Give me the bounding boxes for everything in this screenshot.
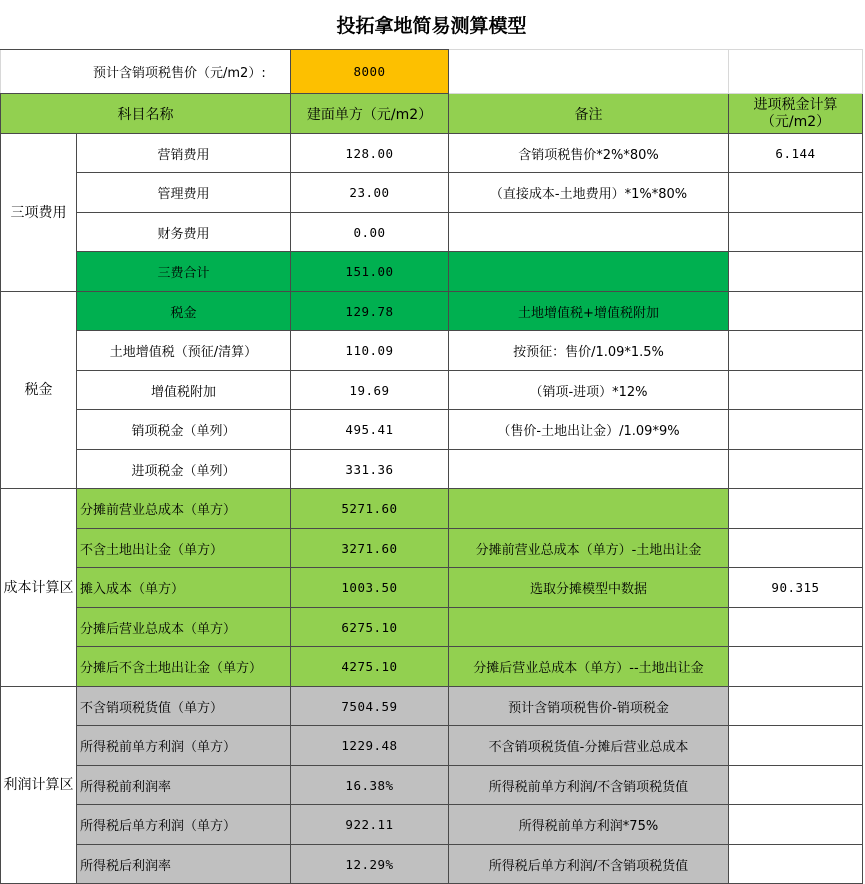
- row-note[interactable]: [449, 489, 729, 529]
- row-value[interactable]: 110.09: [291, 331, 449, 371]
- row-input-tax[interactable]: [729, 252, 863, 292]
- row-label[interactable]: 分摊前营业总成本（单方）: [77, 489, 291, 529]
- row-note[interactable]: 所得税后单方利润/不含销项税货值: [449, 845, 729, 884]
- row-value[interactable]: 19.69: [291, 371, 449, 410]
- row-note[interactable]: [449, 213, 729, 252]
- row-input-tax[interactable]: [729, 173, 863, 213]
- empty-cell[interactable]: [729, 50, 863, 94]
- row-input-tax[interactable]: [729, 608, 863, 647]
- row-value[interactable]: 3271.60: [291, 529, 449, 568]
- row-input-tax[interactable]: 6.144: [729, 134, 863, 173]
- price-label: 预计含销项税售价（元/m2）:: [1, 50, 291, 94]
- row-input-tax[interactable]: [729, 726, 863, 766]
- row-label[interactable]: 增值税附加: [77, 371, 291, 410]
- row-input-tax[interactable]: [729, 529, 863, 568]
- row-value[interactable]: 23.00: [291, 173, 449, 213]
- row-label[interactable]: 所得税前单方利润（单方）: [77, 726, 291, 766]
- group-profit: 利润计算区: [1, 687, 77, 884]
- row-label[interactable]: 不含土地出让金（单方）: [77, 529, 291, 568]
- row-input-tax[interactable]: [729, 410, 863, 450]
- row-input-tax[interactable]: [729, 331, 863, 371]
- row-label[interactable]: 进项税金（单列）: [77, 450, 291, 489]
- row-label[interactable]: 三费合计: [77, 252, 291, 292]
- row-note[interactable]: 分摊后营业总成本（单方）--土地出让金: [449, 647, 729, 687]
- row-input-tax[interactable]: [729, 213, 863, 252]
- row-value[interactable]: 331.36: [291, 450, 449, 489]
- row-label[interactable]: 所得税后利润率: [77, 845, 291, 884]
- row-input-tax[interactable]: [729, 489, 863, 529]
- row-note[interactable]: 按预征：售价/1.09*1.5%: [449, 331, 729, 371]
- row-note[interactable]: 含销项税售价*2%*80%: [449, 134, 729, 173]
- row-input-tax[interactable]: [729, 805, 863, 845]
- row-label[interactable]: 销项税金（单列）: [77, 410, 291, 450]
- group-fees: 三项费用: [1, 134, 77, 292]
- row-input-tax[interactable]: [729, 687, 863, 726]
- row-input-tax[interactable]: [729, 766, 863, 805]
- row-label[interactable]: 分摊后不含土地出让金（单方）: [77, 647, 291, 687]
- row-value[interactable]: 129.78: [291, 292, 449, 331]
- row-value[interactable]: 1229.48: [291, 726, 449, 766]
- row-value[interactable]: 0.00: [291, 213, 449, 252]
- row-note[interactable]: [449, 252, 729, 292]
- row-note[interactable]: 土地增值税+增值税附加: [449, 292, 729, 331]
- row-note[interactable]: 不含销项税货值-分摊后营业总成本: [449, 726, 729, 766]
- row-label[interactable]: 营销费用: [77, 134, 291, 173]
- header-note: 备注: [449, 94, 729, 134]
- group-tax: 税金: [1, 292, 77, 489]
- row-note[interactable]: （直接成本-土地费用）*1%*80%: [449, 173, 729, 213]
- row-label[interactable]: 税金: [77, 292, 291, 331]
- row-note[interactable]: [449, 450, 729, 489]
- row-value[interactable]: 7504.59: [291, 687, 449, 726]
- row-note[interactable]: 所得税前单方利润*75%: [449, 805, 729, 845]
- row-label[interactable]: 财务费用: [77, 213, 291, 252]
- row-label[interactable]: 土地增值税（预征/清算）: [77, 331, 291, 371]
- row-value[interactable]: 6275.10: [291, 608, 449, 647]
- row-input-tax[interactable]: [729, 292, 863, 331]
- row-note[interactable]: 分摊前营业总成本（单方）-土地出让金: [449, 529, 729, 568]
- row-input-tax[interactable]: [729, 845, 863, 884]
- header-input-tax: 进项税金计算（元/m2）: [729, 94, 863, 134]
- row-value[interactable]: 922.11: [291, 805, 449, 845]
- row-label[interactable]: 所得税前利润率: [77, 766, 291, 805]
- row-input-tax[interactable]: [729, 450, 863, 489]
- row-note[interactable]: 选取分摊模型中数据: [449, 568, 729, 608]
- row-value[interactable]: 12.29%: [291, 845, 449, 884]
- header-item-name: 科目名称: [1, 94, 291, 134]
- row-label[interactable]: 摊入成本（单方）: [77, 568, 291, 608]
- row-note[interactable]: 所得税前单方利润/不含销项税货值: [449, 766, 729, 805]
- row-value[interactable]: 16.38%: [291, 766, 449, 805]
- row-label[interactable]: 所得税后单方利润（单方）: [77, 805, 291, 845]
- row-value[interactable]: 495.41: [291, 410, 449, 450]
- row-label[interactable]: 不含销项税货值（单方）: [77, 687, 291, 726]
- row-input-tax[interactable]: [729, 371, 863, 410]
- row-input-tax[interactable]: 90.315: [729, 568, 863, 608]
- sheet-title: 投拓拿地简易测算模型: [336, 15, 527, 37]
- row-value[interactable]: 5271.60: [291, 489, 449, 529]
- row-note[interactable]: [449, 608, 729, 647]
- row-value[interactable]: 151.00: [291, 252, 449, 292]
- row-note[interactable]: （销项-进项）*12%: [449, 371, 729, 410]
- empty-cell[interactable]: [449, 50, 729, 94]
- row-value[interactable]: 1003.50: [291, 568, 449, 608]
- row-value[interactable]: 128.00: [291, 134, 449, 173]
- row-label[interactable]: 分摊后营业总成本（单方）: [77, 608, 291, 647]
- row-note[interactable]: 预计含销项税售价-销项税金: [449, 687, 729, 726]
- price-input-cell[interactable]: 8000: [291, 50, 449, 94]
- row-input-tax[interactable]: [729, 647, 863, 687]
- header-unit-price: 建面单方（元/m2）: [291, 94, 449, 134]
- row-note[interactable]: （售价-土地出让金）/1.09*9%: [449, 410, 729, 450]
- row-value[interactable]: 4275.10: [291, 647, 449, 687]
- group-cost: 成本计算区: [1, 489, 77, 687]
- row-label[interactable]: 管理费用: [77, 173, 291, 213]
